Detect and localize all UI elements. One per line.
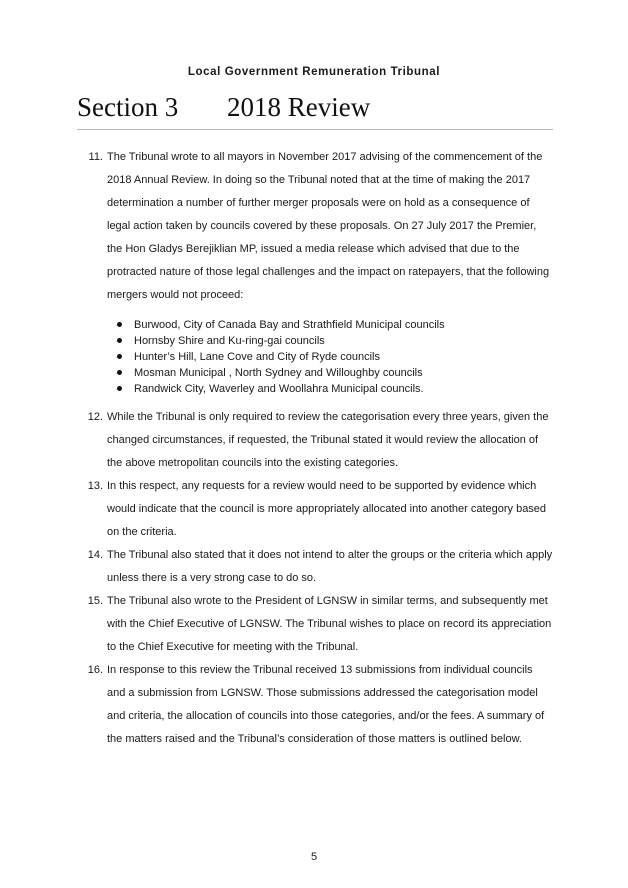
merger-list-item [117, 333, 553, 349]
merger-list-item [117, 365, 553, 381]
paragraph-12 [77, 406, 553, 475]
heading-rule [77, 129, 553, 130]
merger-text: Randwick City, Waverley and Woollahra Municipal councils. [134, 383, 424, 395]
document-body [77, 146, 553, 751]
bullet-icon [117, 322, 122, 327]
merger-list-item [117, 317, 553, 333]
paragraph-number: 14. [87, 549, 103, 561]
paragraph-number: 15. [87, 595, 103, 607]
paragraph-16 [77, 659, 553, 751]
merger-list-item [117, 381, 553, 397]
paragraph-number: 11. [88, 151, 103, 163]
bullet-icon [117, 370, 122, 375]
paragraph-text: The Tribunal wrote to all mayors in November 2017 advising of the commencement of the 2018 Annual Review. In doing so the Tribunal noted that at the time of making the 2017 determination a number of further merger proposals were on hold as a consequence of legal action taken by councils covered by these proposals. On 27 July 2017 the Premier, the Hon Gladys Berejiklian MP, issued a media release which advised that due to the protracted nature of those legal challenges and the impact on ratepayers, that the following mergers would not proceed: [107, 151, 550, 301]
paragraph-15 [77, 590, 553, 659]
merger-list [77, 317, 553, 397]
paragraph-number: 12. [87, 411, 103, 423]
bullet-icon [117, 354, 122, 359]
paragraph-14 [77, 544, 553, 590]
paragraph-number: 13. [87, 480, 103, 492]
merger-text: Mosman Municipal , North Sydney and Willoughby councils [134, 367, 423, 379]
paragraph-13 [77, 475, 553, 544]
paragraph-text: In this respect, any requests for a review would need to be supported by evidence which would indicate that the council is more appropriately allocated into another category based on the criteria. [107, 480, 547, 538]
merger-text: Burwood, City of Canada Bay and Strathfield Municipal councils [134, 319, 445, 331]
paragraph-11 [77, 146, 553, 307]
page-number: 5 [310, 851, 318, 863]
section-title: 2018 Review [227, 92, 371, 122]
paragraph-text: The Tribunal also stated that it does not intend to alter the groups or the criteria which apply unless there is a very strong case to do so. [107, 549, 553, 584]
section-number: Section 3 [77, 92, 179, 122]
merger-list-item [117, 349, 553, 365]
merger-text: Hornsby Shire and Ku-ring-gai councils [134, 335, 325, 347]
section-heading [77, 91, 370, 123]
bullet-icon [117, 338, 122, 343]
paragraph-number: 16. [87, 664, 103, 676]
paragraph-text: In response to this review the Tribunal received 13 submissions from individual councils and a submission from LGNSW. Those submissions addressed the categorisation model and criteria, the allocation of councils into those categories, and/or the fees. A summary of the matters raised and the Tribunal’s consideration of those matters is outlined below. [107, 664, 545, 745]
paragraph-text: The Tribunal also wrote to the President of LGNSW in similar terms, and subsequently met with the Chief Executive of LGNSW. The Tribunal wishes to place on record its appreciation to the Chief Executive for meeting with the Tribunal. [107, 595, 552, 653]
paragraph-text: While the Tribunal is only required to review the categorisation every three years, given the changed circumstances, if requested, the Tribunal stated it would review the allocation of the above metropolitan councils into the existing categories. [107, 411, 549, 469]
merger-text: Hunter’s Hill, Lane Cove and City of Ryde councils [134, 351, 380, 363]
running-header: Local Government Remuneration Tribunal [187, 66, 441, 78]
bullet-icon [117, 386, 122, 391]
